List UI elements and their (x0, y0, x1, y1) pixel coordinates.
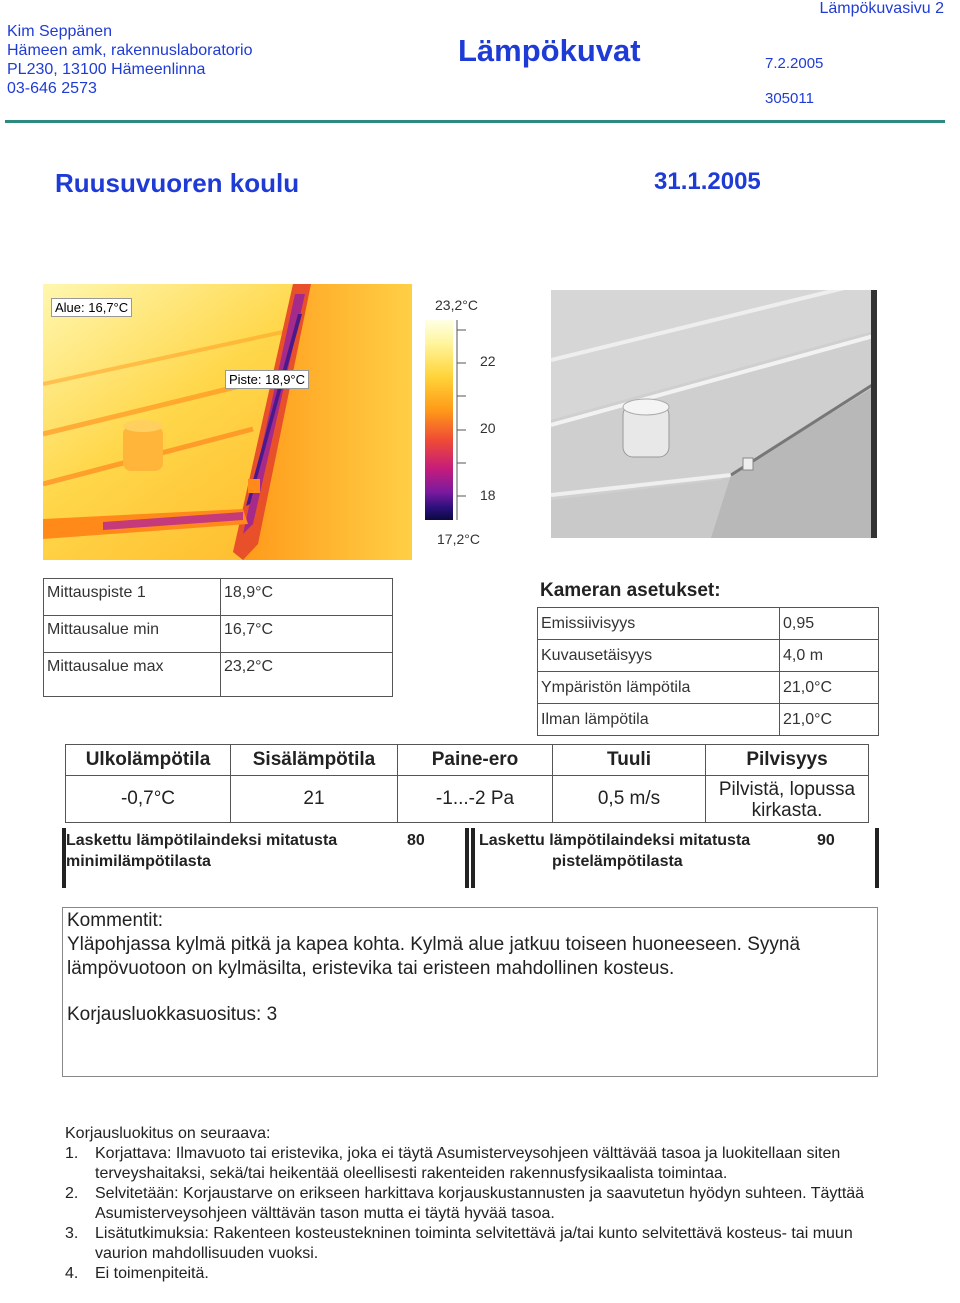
table-row (44, 616, 393, 653)
camera-setting-name: Kuvausetäisyys (538, 640, 780, 672)
scale-tick-18: 18 (480, 487, 496, 503)
page-title: Lämpökuvat (458, 33, 641, 68)
measurement-value: 16,7°C (221, 616, 393, 653)
point-index-label-2: pistelämpötilasta (552, 853, 683, 870)
weather-value: 0,5 m/s (553, 776, 706, 823)
table-row (44, 653, 393, 697)
weather-header: Pilvisyys (706, 745, 869, 776)
weather-table (65, 744, 869, 823)
list-item (65, 1184, 895, 1224)
repair-recommendation: Korjausluokkasuositus: 3 (67, 1004, 278, 1025)
contact-block (7, 22, 252, 98)
min-index-value: 80 (407, 832, 425, 849)
weather-value-row (66, 776, 869, 823)
measurement-name: Mittauspiste 1 (44, 579, 221, 616)
weather-header: Sisälämpötila (231, 745, 398, 776)
weather-value: -1...-2 Pa (398, 776, 553, 823)
site-date: 31.1.2005 (654, 168, 761, 195)
weather-header: Ulkolämpötila (66, 745, 231, 776)
weather-header: Paine-ero (398, 745, 553, 776)
point-index-label-1: Laskettu lämpötilaindeksi mitatusta (479, 832, 751, 849)
weather-value: Pilvistä, lopussa kirkasta. (706, 776, 869, 823)
measurement-name: Mittausalue min (44, 616, 221, 653)
table-row (44, 579, 393, 616)
camera-setting-name: Ilman lämpötila (538, 704, 780, 736)
page-label: Lämpökuvasivu 2 (819, 0, 944, 17)
report-code: 305011 (765, 90, 814, 107)
list-text: Selvitetään: Korjaustarve on erikseen harkittava korjauskustannusten ja saavutetun hyödyn suhteen. Täyttää Asumisterveysohjeen välttävän tason mutta ei täytä hyvää tasoa. (95, 1185, 865, 1222)
list-item (65, 1264, 895, 1284)
visible-light-photo (551, 290, 877, 538)
divider (465, 828, 469, 888)
camera-setting-name: Emissiivisyys (538, 608, 780, 640)
table-row (538, 640, 879, 672)
scale-tick-22: 22 (480, 353, 496, 369)
divider (471, 828, 475, 888)
table-row (538, 704, 879, 736)
table-row (538, 608, 879, 640)
temperature-scale-bar (425, 320, 453, 520)
list-item (65, 1144, 895, 1184)
measurement-value: 18,9°C (221, 579, 393, 616)
measurement-table (43, 578, 393, 697)
measurement-value: 23,2°C (221, 653, 393, 697)
min-index-label: Laskettu lämpötilaindeksi mitatusta minimilämpötilasta (66, 832, 338, 870)
list-text: Korjattava: Ilmavuoto tai eristevika, joka ei täytä Asumisterveysohjeen välttävää tasoa ja luokitellaan siten terveyshaitaksi, sekä/tai heikentää oleellisesti rakenteiden rakennusfysikaalista toimintaa. (95, 1145, 841, 1182)
camera-setting-name: Ympäristön lämpötila (538, 672, 780, 704)
list-number: 1. (65, 1145, 79, 1162)
site-name: Ruusuvuoren koulu (55, 168, 300, 198)
weather-value: 21 (231, 776, 398, 823)
list-number: 4. (65, 1265, 79, 1282)
scale-max: 23,2°C (435, 297, 478, 313)
contact-address: PL230, 13100 Hämeenlinna (7, 61, 206, 78)
report-date: 7.2.2005 (765, 55, 824, 72)
camera-setting-value: 4,0 m (780, 640, 879, 672)
repair-classification (65, 1124, 895, 1284)
list-item (65, 1224, 895, 1264)
camera-setting-value: 0,95 (780, 608, 879, 640)
list-text: Lisätutkimuksia: Rakenteen kosteustekninen toiminta selvitettävä ja/tai kunto selvitettävä kosteus- tai muun vaurion mahdollisuuden vuoksi. (95, 1225, 853, 1262)
comments-box (62, 907, 878, 1077)
area-label: Alue: 16,7°C (51, 298, 132, 317)
scale-ticks (456, 320, 470, 520)
list-number: 3. (65, 1225, 79, 1242)
thermal-image (43, 284, 412, 560)
scale-tick-20: 20 (480, 420, 496, 436)
contact-phone: 03-646 2573 (7, 80, 97, 97)
weather-value: -0,7°C (66, 776, 231, 823)
camera-settings-heading: Kameran asetukset: (540, 580, 721, 601)
comments-title: Kommentit: (67, 910, 164, 931)
scale-min: 17,2°C (437, 531, 480, 547)
table-row (538, 672, 879, 704)
comments-text: Yläpohjassa kylmä pitkä ja kapea kohta. Kylmä alue jatkuu toiseen huoneeseen. Syynä lämpövuotoon on kylmäsilta, eristevika tai eristeen mahdollinen kosteus. (67, 934, 801, 979)
point-label: Piste: 18,9°C (225, 370, 309, 389)
point-index-value: 90 (817, 832, 835, 849)
header-divider (5, 120, 945, 123)
weather-header: Tuuli (553, 745, 706, 776)
divider (875, 828, 879, 888)
contact-name: Kim Seppänen (7, 23, 112, 40)
repair-title: Korjausluokitus on seuraava: (65, 1125, 271, 1142)
list-text: Ei toimenpiteitä. (95, 1265, 209, 1282)
contact-org: Hämeen amk, rakennuslaboratorio (7, 42, 253, 59)
camera-settings-table (537, 607, 879, 736)
list-number: 2. (65, 1185, 79, 1202)
camera-setting-value: 21,0°C (780, 672, 879, 704)
camera-setting-value: 21,0°C (780, 704, 879, 736)
weather-header-row (66, 745, 869, 776)
measurement-name: Mittausalue max (44, 653, 221, 697)
